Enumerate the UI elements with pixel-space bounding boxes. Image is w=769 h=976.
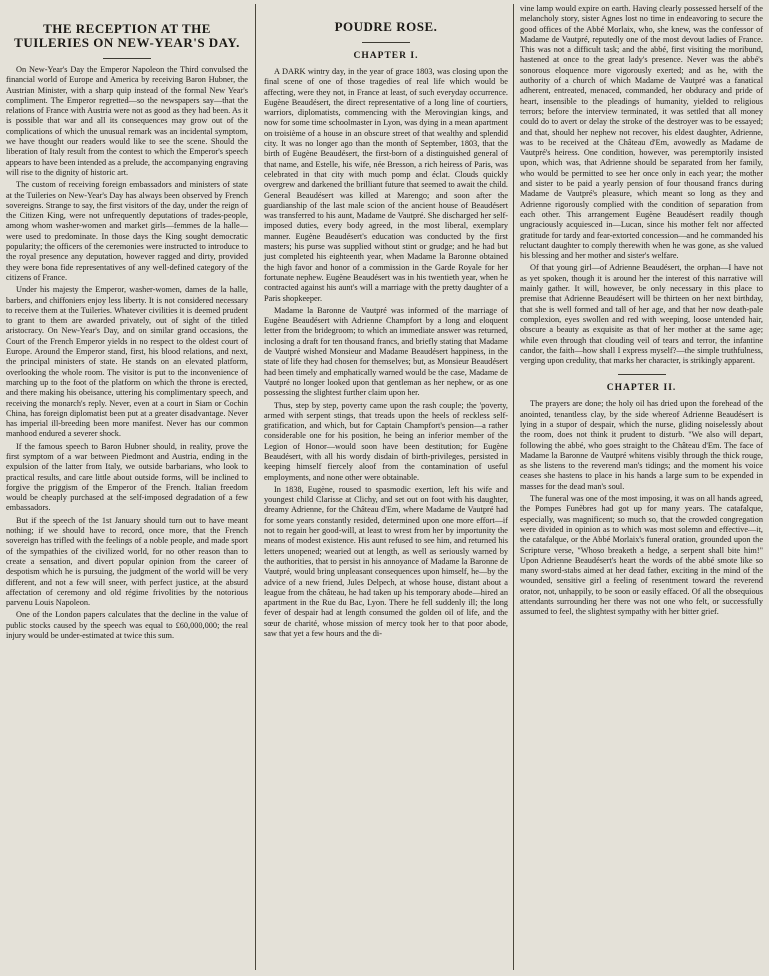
article-paragraph: The custom of receiving foreign embassadors and ministers of state at the Tuileries on New-Year's Day has always been observed by French sovereigns. Strange to say, the first visitors of the day, under the reign of the Citizen King, were not unfrequently deputations of trades-people, among whom washer-women and market girls—femmes de la halle—were used to predominate. In those days the King sought democratic popularity; the officers of the ceremonies were instructed to introduce to the royal presence any deputation, however ragged and dirty, provided they were bona fide representatives of any well-defined category of the citizens of France. — [6, 180, 248, 282]
article-paragraph: On New-Year's Day the Emperor Napoleon the Third convulsed the financial world of Europe and America by receiving Baron Hubner, the Austrian Minister, with a sharp quip instead of the formal New Year's compliment. The Emperor regretted—so the newspapers say—that the relations of France with Austria were not as good as they had been. As it is possible that war and all its consequences may grow out of the complications of which the unusual remark was an incidental symptom, we have thought our readers would like to see the scene. Should the liberation of Italy result from the contest to which the Emperor's speech appears to have been intended as a prelude, the accompanying engraving will rise to the dignity of historic art. — [6, 65, 248, 177]
column-rule — [255, 4, 256, 970]
right-column — [514, 0, 769, 976]
story-paragraph: In 1838, Eugène, roused to spasmodic exertion, left his wife and youngest child Clarisse at Clichy, and set out on foot with his daughter, dreamy Adrienne, for the Château d'Em, where Madame de Vautpré had for some years constantly resided, determined upon one more effort—if not to regain her good-will, at least to wrest from her by importunity the means of modest existence. His aunt refused to see him, and returned his letters unopened; wearied out at length, as well as seriously warned by the authorities, that to persist in his annoyance of Madame la Baronne de Vautpré, would bring unpleasant consequences upon himself, he—by the advice of a new friend, Jules Delpech, at whose house, distant about a league from the château, he had taken up his temporary abode—hired an apartment in the Rue du Bac, Lyon. There he fell suddenly ill; the long fever of despair had at length consumed the golden oil of life, and the sœur de charité, whose mission of mercy took her to that poor abode, saw that yet a few hours and the di- — [264, 484, 508, 639]
left-column — [0, 0, 254, 976]
chapter-heading: CHAPTER I. — [353, 51, 419, 61]
headline-separator — [362, 42, 410, 43]
middle-column — [258, 0, 514, 976]
story-paragraph: The funeral was one of the most imposing, it was on all hands agreed, the Pompes Funèbres had got up for many years. The catafalque, especially, was magnificent; so much so, that the crowded congregation were divided in opinion as to which was most solemn and effective—it, the catafalque, or the Abbé Morlaix's funeral oration, grounded upon the Scripture verse, "Whoso breaketh a hedge, a serpent shall bite him!" Upon Adrienne Beaudésert's heart the words of the abbé smote like so many sword-stabs aimed at her dead father, exciting in the mind of the wounded, sensitive girl a feeling of resentment toward the reverend orator, not, unhappily, to be soon or easily effaced. Of all the obsequious attendants surrounding her there was not one who felt, or successfully assumed to feel, the slightest sympathy with her bitter grief. — [520, 494, 763, 617]
article-paragraph: Under his majesty the Emperor, washer-women, dames de la halle, barbers, and chiffoniers enjoy less liberty. It is not considered necessary to receive them at the Tuileries. Whatever civilities it is deemed prudent to grant to them are awarded privately, out of sight of the titled aristocracy. On New-Year's Day, and on similar grand occasions, the Court of the French Emperor yields in no respect to the oldest court of Europe. Around the Emperor stand, first, his blood relations, and next, the principal ministers of state. He stands on an elevated platform, overlooking the whole room. The visitor is put to the inconvenience of marching up to the foot of the platform on which the throne is erected, and there making his obeisance, uttering his complimentary speech, and receiving the monarch's reply. Never, even at a court in Siam or Cochin China, has foreign diplomatist been put at a greater disadvantage. Never has imperial ill-breeding been more manifest. Never has our common manhood endured a severer shock. — [6, 285, 248, 439]
story-paragraph: Thus, step by step, poverty came upon the rash couple; the 'poverty, armed with serpent stings, that treads upon the heels of reckless self-gratification, and which, but for Captain Champfort's pension—a rather considerable one for his position, he being an inferior member of the Legion of Honor—would soon have been destitution; for Eugène Beaudésert, with all his wordy disdain of birth-privileges, persisted in keeping himself fiercely aloof from the contamination of useful employments, and none other were obtainable. — [264, 400, 508, 482]
headline-separator — [103, 58, 151, 59]
story-paragraph: A DARK wintry day, in the year of grace 1803, was closing upon the final scene of one of those tragedies of real life which would be affecting, were they not, in France at least, of such everyday occurrence. Eugène Beaudésert, the direct representative of a long line of courtiers, warriors, diplomatists, commencing with the Merovingian kings, and now for some time schoolmaster in Lyon, was dying in a mean apartment on troisième of a house in an obscure street of that wealthy and splendid city. It was no longer ago than the month of September, 1803, that the birth of Eugène Beaudésert, the first-born of a distinguished general of that name, and Estelle, his wife, née Bresson, a rich heiress of Paris, was celebrated in that city with much pomp and éclat. Clouds quickly overgrew and darkened the brilliant future that seemed to await the child. General Beaudésert was killed at Marengo; and soon after the guardianship of the last male scion of the ancient house of Beaudésert was transferred to his aunt, Madame de Vautpré. She discharged her self-imposed duties, every body agreed, in the most liberal, exemplary manner. Eugène Beaudésert's education was conducted by the first masters; his purse was supplied without stint or grudge; and he had but just completed his eighteenth year, when Madame la Baronne obtained the high favor and honor of a commission in the Garde Royale for her fortunate nephew. Eugène Beaudésert was in his twentieth year, when he contracted against his aunt's will a marriage with the pretty daughter of a Paris shopkeeper. — [264, 67, 508, 303]
story-paragraph: Of that young girl—of Adrienne Beaudésert, the orphan—I have not as yet spoken, though it is around her the interest of this narrative will mainly gather. It will, however, be only necessary in this place to premise that Adrienne Beaudésert will be thirteen on her next birthday, that she is well formed and tall of her age, and that her now death-pale complexion, eyes swollen and red with weeping, loose untended hair, obscure a beauty as exquisite as that of her mother at the same age; while even through that clouding veil of tears and terror, the infantine candor, the faith—how shall I express myself?—the simple truthfulness, verging upon credulity, that marks her character, is strikingly apparent. — [520, 263, 763, 366]
article-paragraph: If the famous speech to Baron Hubner should, in reality, prove the first symptom of a war between Piedmont and Austria, ending in the expulsion of the latter from Italy, we outside barbarians, who look to practical results, and care little about outside forms, will be inclined to forgive the priggism of the Emperor of the French. Italian freedom would be cheaply purchased at the self-imposed degradation of a few embassadors. — [6, 441, 248, 513]
story-paragraph: Madame la Baronne de Vautpré was informed of the marriage of Eugène Beaudésert with Adrienne Champfort by a long and eloquent letter from the bridegroom; to which an immediate answer was returned, inclosing a draft for ten thousand francs, and briefly stating that Madame de Vautpré wished Monsieur and Madame Beaudésert happiness, in the state of life they had chosen for themselves; but, as Monsieur Beaudésert had been timely and emphatically warned would be the case, Madame de Vautpré no longer looked upon that gentleman as her nephew, or as one possessing the slightest further claim upon her. — [264, 305, 508, 398]
article-paragraph: But if the speech of the 1st January should turn out to have meant nothing; if we should have to record, once more, that the French sovereign has trifled with the feelings of a noble people, and made sport of the sympathies of the civilized world, for no other reason than to create a sensation, and divert popular opinion from the career of despotism which he is pursuing, the judgment of the world will be very different, and not a few will sneer, with perfect justice, at the absurd affectation of ceremony and old régime frivolities by the notorious parvenu Louis Napoleon. — [6, 515, 248, 608]
article-paragraph: One of the London papers calculates that the decline in the value of public stocks caused by the speech was equal to £60,000,000; the real injury would be under-estimated at twice this sum. — [6, 610, 248, 641]
story-paragraph: vine lamp would expire on earth. Having clearly possessed herself of the melancholy story, sister Agnes lost no time in endeavoring to secure the good offices of the Abbé Morlaix, who, she knew, was the confessor of Madame de Vautpré, reputedly one of the most devout ladies of France. This was not a difficult task; and the abbé, first visiting the moribund, hastened at once to the great lady's presence. Never was the abbé's sonorous eloquence more vigorously exerted; and as he, with the authority of a church of which Madame de Vautpré was a fanatical adherent, entreated, menaced, commanded, her obduracy and pride of heart, insensible to the pleadings of humanity, yielded to religious terrors; before the interview terminated, it was settled that all money could do to avert or delay the stroke of the destroyer was to be essayed; and that, should her nephew not recover, his eldest daughter, Adrienne, was to be received at the Château d'Em, avowedly as Madame de Vautpré's heiress. One condition, however, was peremptorily insisted upon, which was, that Adrienne should be separated from her family, who would be permitted to see her once only in each year; the mother and sister to be paid a yearly pension of four thousand francs during Madame de Vautpré's pleasure, which meant so long as they and Adrienne rigorously complied with the condition of separation from each other. This arrangement Eugène Beaudésert readily though ungraciously acquiesced in—Lucan, since his mother felt nor affected gratitude for tardy and fear-extorted concession—and he commanded his reluctant daughter to comply therewith when he was gone, as she valued his blessing and her mother and sister's welfare. — [520, 4, 763, 261]
story-title-poudre-rose: POUDRE ROSE. — [334, 19, 438, 34]
story-paragraph: The prayers are done; the holy oil has dried upon the forehead of the anointed, tenantless clay, by the side whereof Adrienne Beaudésert is lying in a stupor of despair, which the nurse, gliding noiselessly about the room, does not think it prudent to disturb. "We also will depart, following the abbé, who goes straight to the Château d'Em. The face of Madame la Baronne de Vautpré whitens visibly through the thick rouge, as she listens to the reverend man's tidings; and the moment his voice ceases she hastens to place in his hands a large sum to be expended in masses for the dead man's soul. — [520, 399, 763, 491]
chapter-separator — [618, 374, 666, 375]
article-headline-tuileries: THE RECEPTION AT THE TUILERIES ON NEW-YEAR'S DAY. — [14, 21, 240, 50]
chapter-heading: CHAPTER II. — [606, 383, 677, 394]
